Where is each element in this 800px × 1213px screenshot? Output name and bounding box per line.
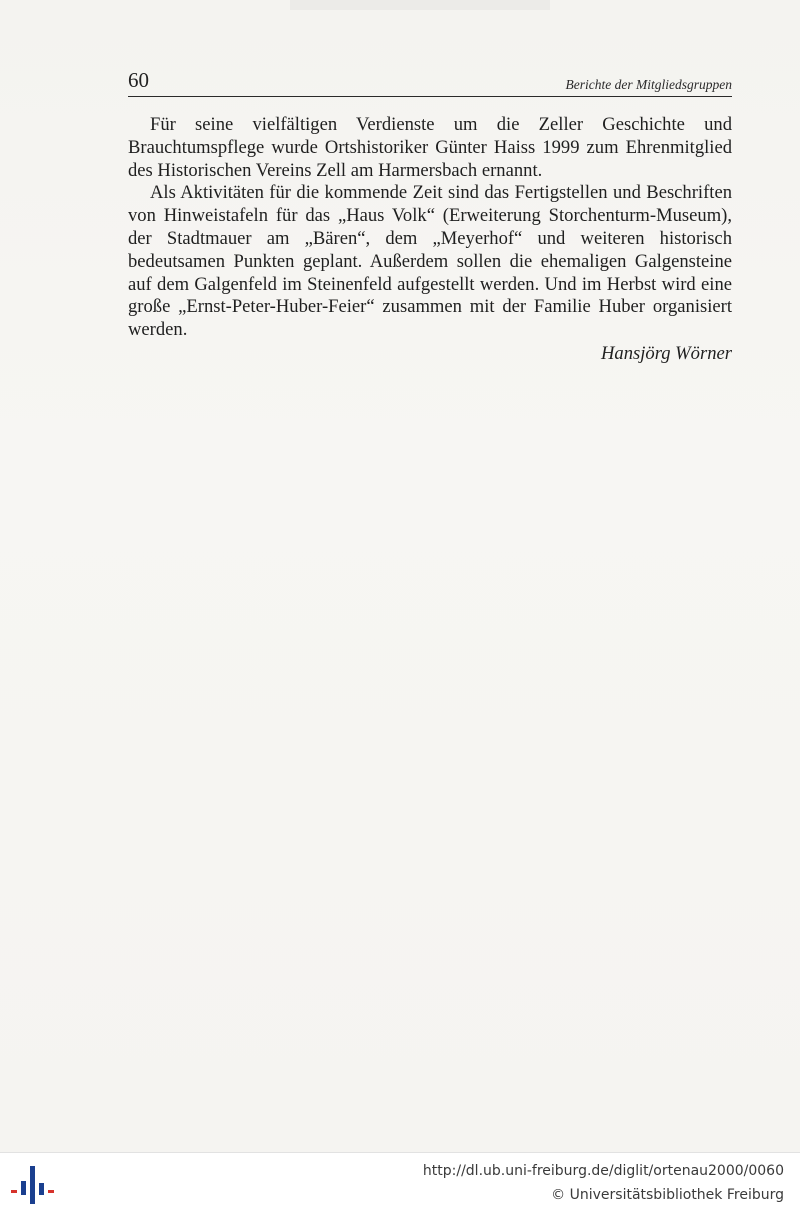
logo-dash-left xyxy=(11,1190,17,1193)
logo-bar-center xyxy=(30,1166,35,1204)
logo-dash-right xyxy=(48,1190,54,1193)
scan-bleed-through xyxy=(290,0,550,10)
footer-url-link[interactable]: http://dl.ub.uni-freiburg.de/diglit/ortenau2000/0060 xyxy=(422,1163,784,1179)
body-text xyxy=(128,114,732,366)
footer-bar xyxy=(0,1152,800,1213)
author-signature: Hansjörg Wörner xyxy=(600,342,732,364)
page-number: 60 xyxy=(128,68,149,92)
section-title: Berichte der Mitgliedsgruppen xyxy=(565,77,732,92)
ub-freiburg-logo-icon[interactable] xyxy=(10,1165,54,1205)
logo-bar-right xyxy=(39,1183,44,1195)
paragraph-activities: Als Aktivitäten für die kommende Zeit sind das Fertigstellen und Beschriften von Hinweistafeln für das „Haus Volk“ (Erweiterung Storchenturm-Museum), der Stadtmauer am „Bären“, dem „Meyerhof“ und weiteren historisch bedeutsamen Punkten geplant. Außerdem sollen die ehemaligen Galgensteine auf dem Galgenfeld im Steinenfeld aufgestellt werden. Und im Herbst wird eine große „Ernst-Peter-Huber-Feier“ zusammen mit der Familie Huber organisiert werden. xyxy=(128,182,732,341)
running-head xyxy=(128,66,732,97)
logo-bar-left xyxy=(21,1181,26,1195)
footer-copyright: © Universitätsbibliothek Freiburg xyxy=(551,1187,784,1203)
paragraph-honorary-member: Für seine vielfältigen Verdienste um die Zeller Geschichte und Brauchtumspflege wurde Ortshistoriker Günter Haiss 1999 zum Ehrenmitglied des Historischen Vereins Zell am Harmersbach ernannt. xyxy=(128,114,732,181)
